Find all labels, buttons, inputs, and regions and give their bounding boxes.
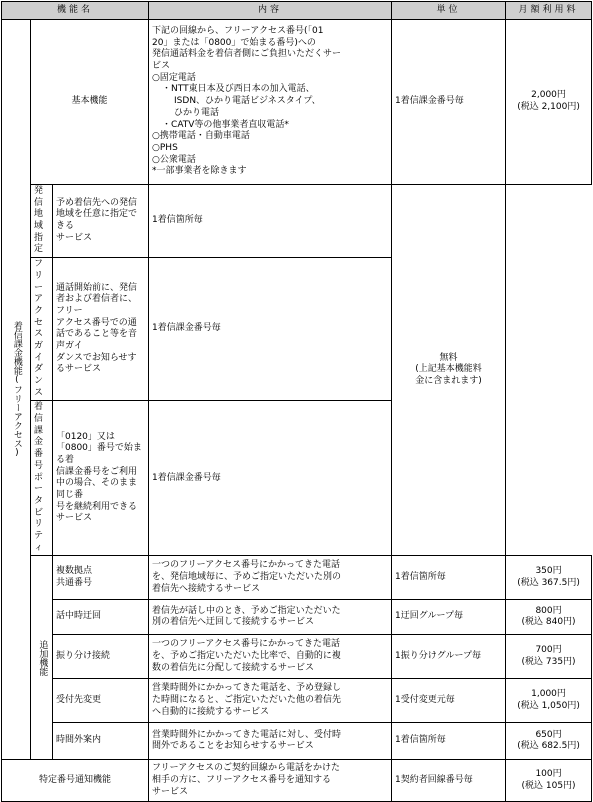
unit-basic: 1着信課金番号毎 — [392, 20, 506, 185]
unit: 1着信課金番号毎 — [149, 258, 392, 401]
fee-shared-free: 無料 (上記基本機能料 金に含まれます) — [392, 185, 506, 556]
unit: 1着信課金番号毎 — [149, 401, 392, 556]
fee: 650円 (税込 682.5円) — [506, 723, 592, 760]
function-name: フリーアクセス ガイダンス — [31, 258, 53, 401]
description: 一つのフリーアクセス番号にかかってきた電話 を、発信地域毎に、予めご指定いただいた別の 着信先へ接続するサービス — [149, 556, 392, 600]
fee-special: 100円 (税込 105円) — [506, 760, 592, 802]
unit: 1振り分けグループ毎 — [392, 635, 506, 679]
table-row — [2, 600, 592, 635]
group-label-main: 着信課金機能(フリーアクセス) — [2, 20, 31, 760]
unit: 1着信箇所毎 — [392, 723, 506, 760]
unit: 1着信箇所毎 — [392, 556, 506, 600]
fee: 700円 (税込 735円) — [506, 635, 592, 679]
description: 一つのフリーアクセス番号にかかってきた電話 を、予めご指定いただいた比率で、自動的に複 数の着信先に分配して接続するサービス — [149, 635, 392, 679]
description-basic: 下記の回線から、フリーアクセス番号(「01 20」または「0800」で始まる番号)への 発信通話料金を着信者側にご負担いただくサー ビス ○固定電話 ・NTT東日本及び西日本の加入電話、 ISDN、ひかり電話ビジネスタイプ、 ひかり電話 ・CATV等の他事業者直収電話* ○携帯電話・自動車電話 ○PHS ○公衆電話 *一部事業者を除きます — [149, 20, 392, 185]
description: 予め着信先への発信地域を任意に指定できる サービス — [53, 185, 149, 258]
header-content: 内容 — [149, 2, 392, 20]
description: 着信先が話し中のとき、予めご指定いただいた 別の着信先へ迂回して接続するサービス — [149, 600, 392, 635]
function-name: 受付先変更 — [53, 679, 149, 723]
fee: 350円 (税込 367.5円) — [506, 556, 592, 600]
header-function-name: 機能名 — [2, 2, 149, 20]
unit-special: 1契約者回線番号毎 — [392, 760, 506, 802]
header-row — [2, 2, 592, 20]
description: 営業時間外にかかってきた電話に対し、受付時 間外であることをお知らせするサービス — [149, 723, 392, 760]
function-name: 時間外案内 — [53, 723, 149, 760]
table-row — [2, 760, 592, 802]
function-name: 話中時迂回 — [53, 600, 149, 635]
function-name: 振り分け接続 — [53, 635, 149, 679]
unit: 1迂回グループ毎 — [392, 600, 506, 635]
fee: 800円 (税込 840円) — [506, 600, 592, 635]
header-unit: 単位 — [392, 2, 506, 20]
function-name: 着信課金番号 ポータビリティ — [31, 401, 53, 556]
table-row — [2, 20, 592, 185]
function-name-basic: 基本機能 — [31, 20, 149, 185]
description: 通話開始前に、発信者および着信者に、フリー アクセス番号での通話であること等を音声ガイ ダンスでお知らせするサービス — [53, 258, 149, 401]
function-name: 複数拠点 共通番号 — [53, 556, 149, 600]
table-row — [2, 556, 592, 600]
unit: 1着信箇所毎 — [149, 185, 392, 258]
table-row — [2, 679, 592, 723]
table-row — [2, 723, 592, 760]
header-monthly-fee: 月額利用料 — [506, 2, 592, 20]
fee-table — [1, 1, 592, 802]
description-special: フリーアクセスのご契約回線から電話をかけた 相手の方に、フリーアクセス番号を通知する サービス — [149, 760, 392, 802]
table-row — [2, 635, 592, 679]
function-name: 発信地域指定 — [31, 185, 53, 258]
description: 「0120」又は「0800」番号で始まる着 信課金番号をご利用中の場合、そのまま同じ番 号を継続利用できるサービス — [53, 401, 149, 556]
table-row — [2, 185, 592, 258]
group-label-additional: 追加機能 — [31, 556, 53, 760]
fee-basic: 2,000円 (税込 2,100円) — [506, 20, 592, 185]
fee: 1,000円 (税込 1,050円) — [506, 679, 592, 723]
function-name-special: 特定番号通知機能 — [2, 760, 149, 802]
unit: 1受付変更元毎 — [392, 679, 506, 723]
description: 営業時間外にかかってきた電話を、予め登録し た時間になると、ご指定いただいた他の着信先 へ自動的に接続するサービス — [149, 679, 392, 723]
